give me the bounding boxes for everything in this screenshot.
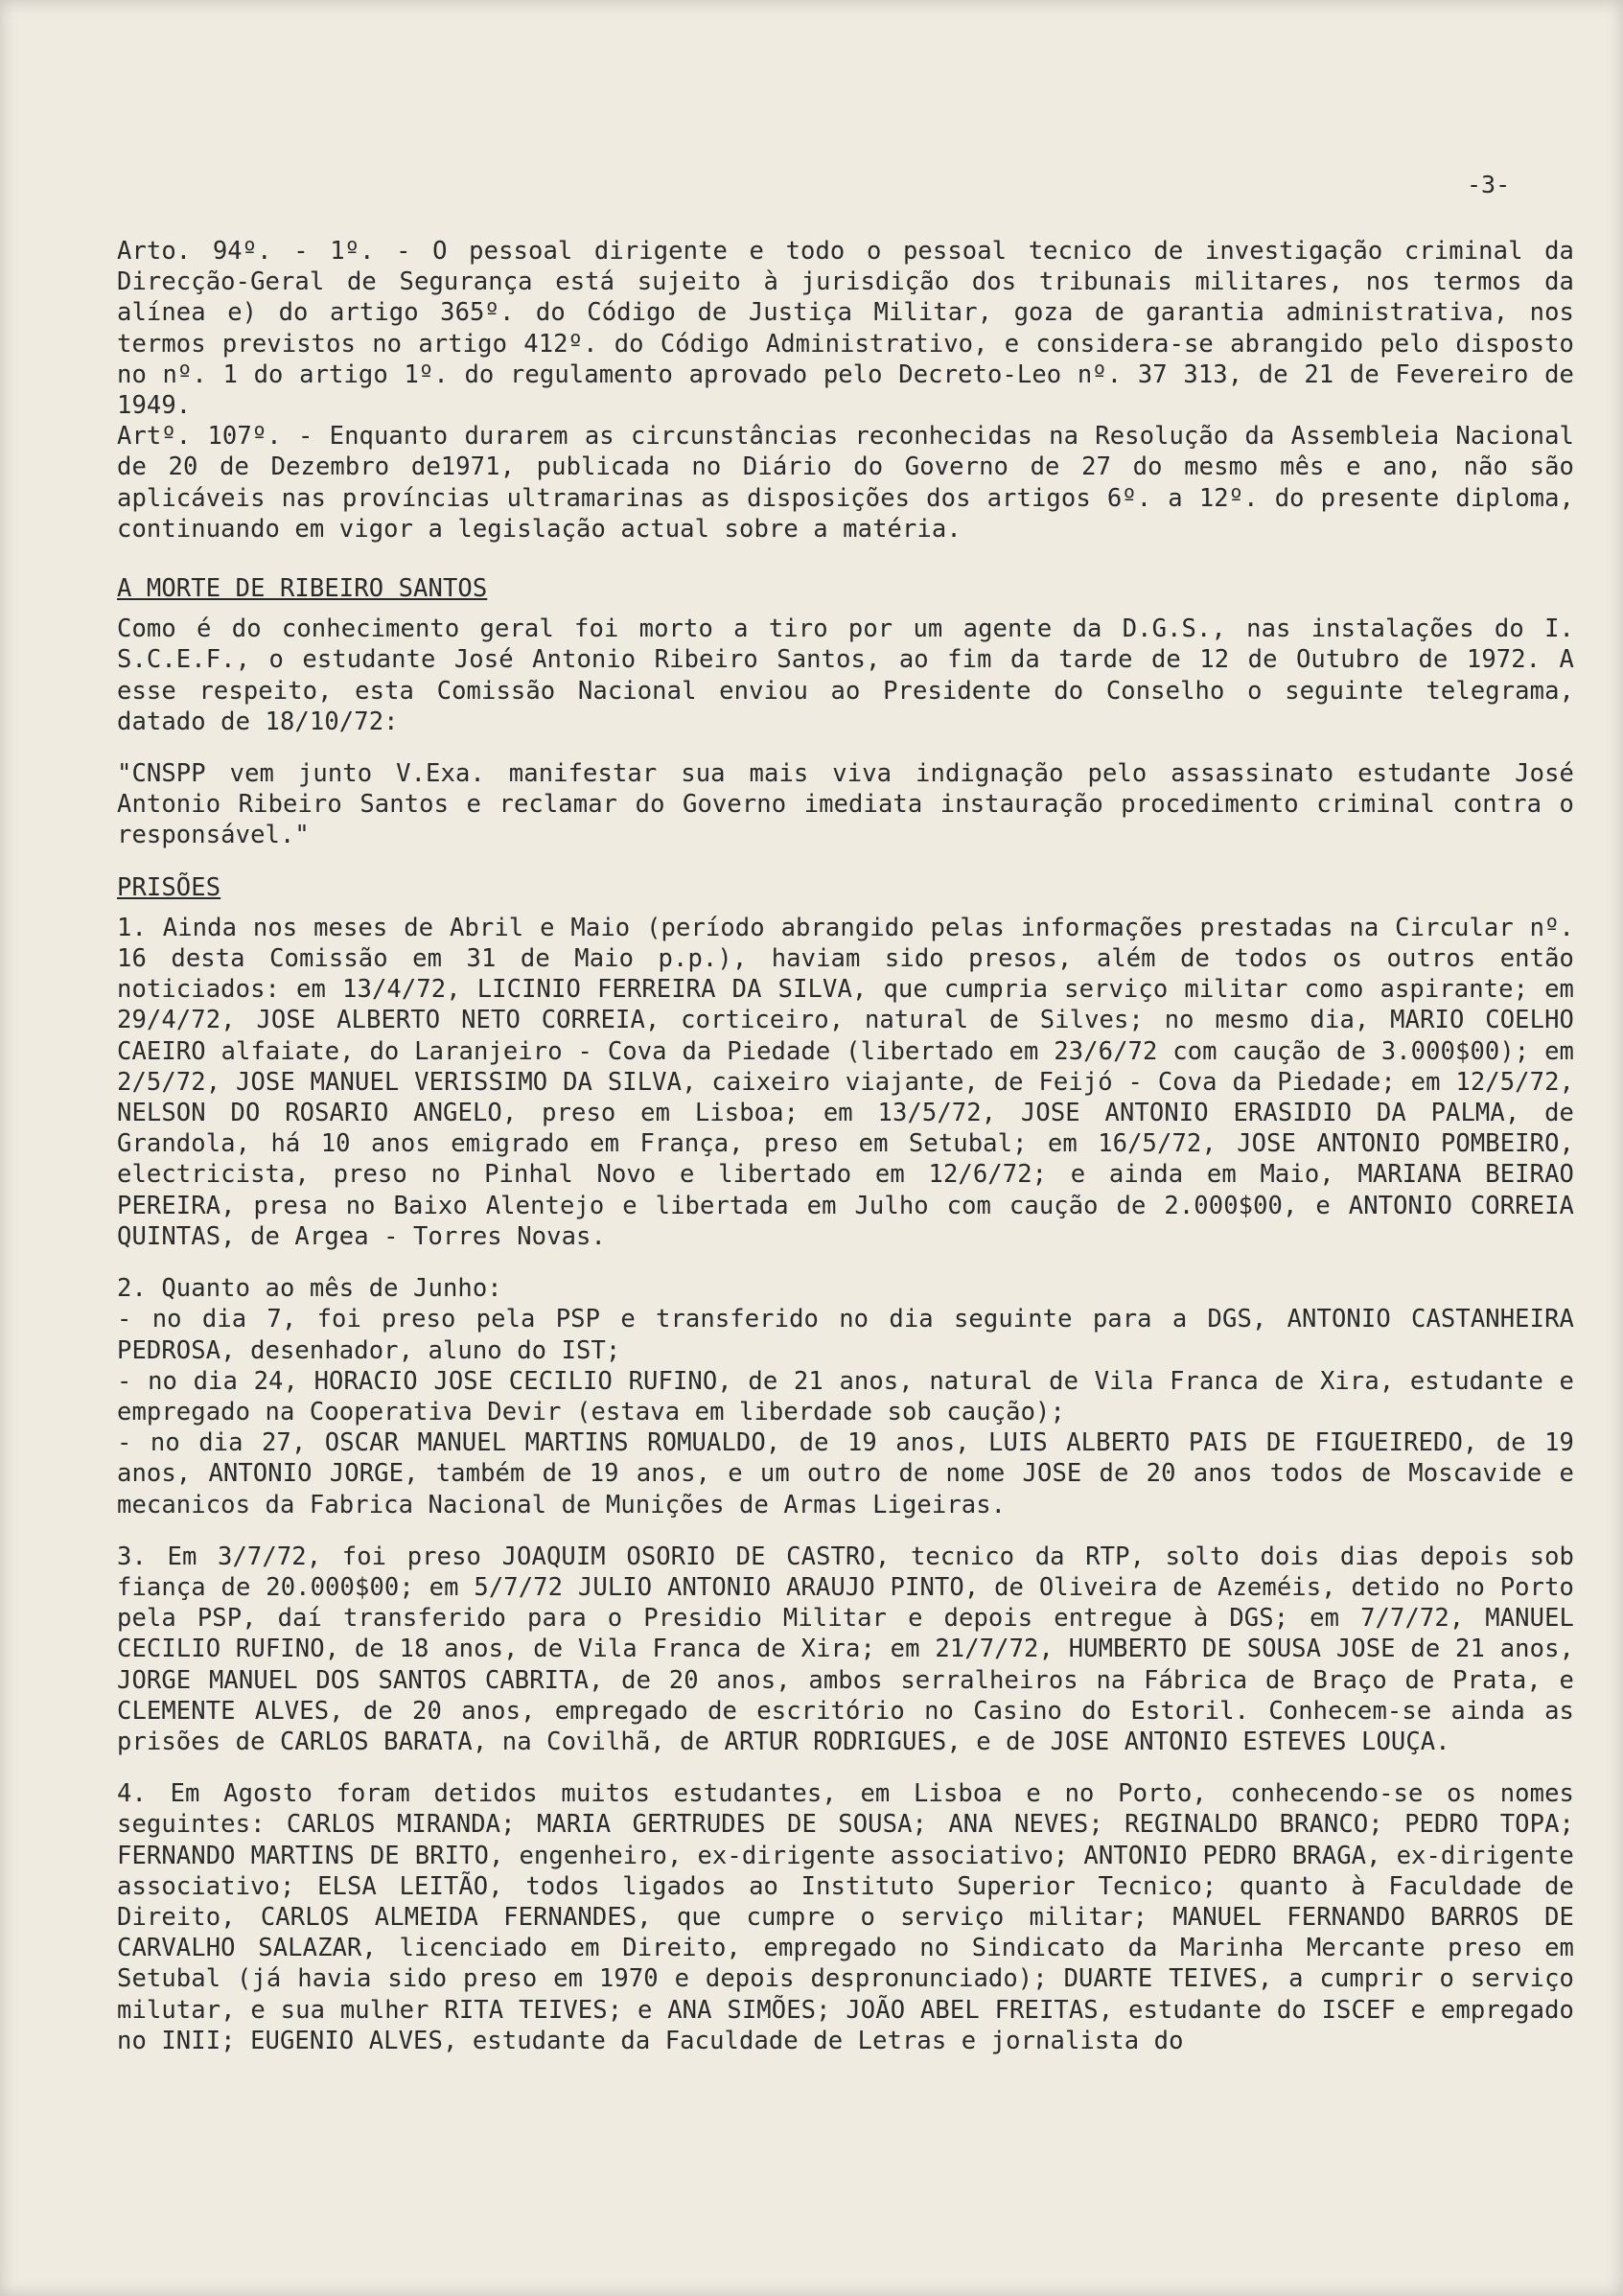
section-heading-prisoes: PRISÕES	[117, 872, 221, 902]
section-heading-morte: A MORTE DE RIBEIRO SANTOS	[117, 574, 488, 604]
article-94-paragraph: Arto. 94º. - 1º. - O pessoal dirigente e todo o pessoal tecnico de investigação criminal da Direcção-Geral de Segurança está sujeito à jurisdição dos tribunais militares, nos termos da alínea e) do artigo 365º. do Código de Justiça Militar, goza de garantia administrativa, nos termos previstos no artigo 412º. do Código Administrativo, e considera-se abrangido pelo disposto no nº. 1 do artigo 1º. do regulamento aprovado pelo Decreto-Leo nº. 37 313, de 21 de Fevereiro de 1949.	[117, 237, 1574, 421]
prisoes-item-3: 3. Em 3/7/72, foi preso JOAQUIM OSORIO DE CASTRO, tecnico da RTP, solto dois dias depois sob fiança de 20.000$00; em 5/7/72 JULIO ANTONIO ARAUJO PINTO, de Oliveira de Azeméis, detido no Porto pela PSP, daí transferido para o Presidio Militar e depois entregue à DGS; em 7/7/72, MANUEL CECILIO RUFINO, de 18 anos, de Vila Franca de Xira; em 21/7/72, HUMBERTO DE SOUSA JOSE de 21 anos, JORGE MANUEL DOS SANTOS CABRITA, de 20 anos, ambos serralheiros na Fábrica de Braço de Prata, e CLEMENTE ALVES, de 20 anos, empregado de escritório no Casino do Estoril. Conhecem-se ainda as prisões de CARLOS BARATA, na Covilhã, de ARTUR RODRIGUES, e de JOSE ANTONIO ESTEVES LOUÇA.	[117, 1542, 1574, 1756]
article-107-paragraph: Artº. 107º. - Enquanto durarem as circunstâncias reconhecidas na Resolução da Assembleia Nacional de 20 de Dezembro de1971, publicada no Diário do Governo de 27 do mesmo mês e ano, não são aplicáveis nas províncias ultramarinas as disposições dos artigos 6º. a 12º. do presente diploma, continuando em vigor a legislação actual sobre a matéria.	[117, 422, 1574, 544]
prisoes-item-4: 4. Em Agosto foram detidos muitos estudantes, em Lisboa e no Porto, conhecendo-se os nomes seguintes: CARLOS MIRANDA; MARIA GERTRUDES DE SOUSA; ANA NEVES; REGINALDO BRANCO; PEDRO TOPA; FERNANDO MARTINS DE BRITO, engenheiro, ex-dirigente associativo; ANTONIO PEDRO BRAGA, ex-dirigente associativo; ELSA LEITÃO, todos ligados ao Instituto Superior Tecnico; quanto à Faculdade de Direito, CARLOS ALMEIDA FERNANDES, que cumpre o serviço militar; MANUEL FERNANDO BARROS DE CARVALHO SALAZAR, licenciado em Direito, empregado no Sindicato da Marinha Mercante preso em Setubal (já havia sido preso em 1970 e depois despronunciado); DUARTE TEIVES, a cumprir o serviço milutar, e sua mulher RITA TEIVES; e ANA SIMÕES; JOÃO ABEL FREITAS, estudante do ISCEF e empregado no INII; EUGENIO ALVES, estudante da Faculdade de Letras e jornalista do	[117, 1779, 1574, 2055]
prisoes-item-2-day-24: - no dia 24, HORACIO JOSE CECILIO RUFINO, de 21 anos, natural de Vila Franca de Xira, estudante e empregado na Cooperativa Devir (estava em liberdade sob caução);	[117, 1366, 1574, 1426]
prisoes-item-2-day-27: - no dia 27, OSCAR MANUEL MARTINS ROMUALDO, de 19 anos, LUIS ALBERTO PAIS DE FIGUEIREDO, de 19 anos, ANTONIO JORGE, também de 19 anos, e um outro de nome JOSE de 20 anos todos de Moscavide e mecanicos da Fabrica Nacional de Munições de Armas Ligeiras.	[117, 1428, 1574, 1519]
prisoes-item-1: 1. Ainda nos meses de Abril e Maio (período abrangido pelas informações prestadas na Circular nº. 16 desta Comissão em 31 de Maio p.p.), haviam sido presos, além de todos os outros então noticiados: em 13/4/72, LICINIO FERREIRA DA SILVA, que cumpria serviço militar como aspirante; em 29/4/72, JOSE ALBERTO NETO CORREIA, corticeiro, natural de Silves; no mesmo dia, MARIO COELHO CAEIRO alfaiate, do Laranjeiro - Cova da Piedade (libertado em 23/6/72 com caução de 3.000$00); em 2/5/72, JOSE MANUEL VERISSIMO DA SILVA, caixeiro viajante, de Feijó - Cova da Piedade; em 12/5/72, NELSON DO ROSARIO ANGELO, preso em Lisboa; em 13/5/72, JOSE ANTONIO ERASIDIO DA PALMA, de Grandola, há 10 anos emigrado em França, preso em Setubal; em 16/5/72, JOSE ANTONIO POMBEIRO, electricista, preso no Pinhal Novo e libertado em 12/6/72; e ainda em Maio, MARIANA BEIRAO PEREIRA, presa no Baixo Alentejo e libertada em Julho com caução de 2.000$00, e ANTONIO CORREIA QUINTAS, de Argea - Torres Novas.	[117, 913, 1574, 1251]
prisoes-item-2-intro: 2. Quanto ao mês de Junho:	[117, 1274, 502, 1304]
morte-paragraph: Como é do conhecimento geral foi morto a tiro por um agente da D.G.S., nas instalações do I. S.C.E.F., o estudante José Antonio Ribeiro Santos, ao fim da tarde de 12 de Outubro de 1972. A esse respeito, esta Comissão Nacional enviou ao Presidente do Conselho o seguinte telegrama, datado de 18/10/72:	[117, 615, 1574, 736]
telegram-quote: "CNSPP vem junto V.Exa. manifestar sua mais viva indignação pelo assassinato estudante José Antonio Ribeiro Santos e reclamar do Governo imediata instauração procedimento criminal contra o responsável."	[117, 759, 1574, 850]
document-body	[117, 236, 1574, 2056]
page-number: -3-	[1467, 171, 1511, 198]
prisoes-item-2-day-7: - no dia 7, foi preso pela PSP e transferido no dia seguinte para a DGS, ANTONIO CASTANHEIRA PEDROSA, desenhador, aluno do IST;	[117, 1305, 1574, 1365]
